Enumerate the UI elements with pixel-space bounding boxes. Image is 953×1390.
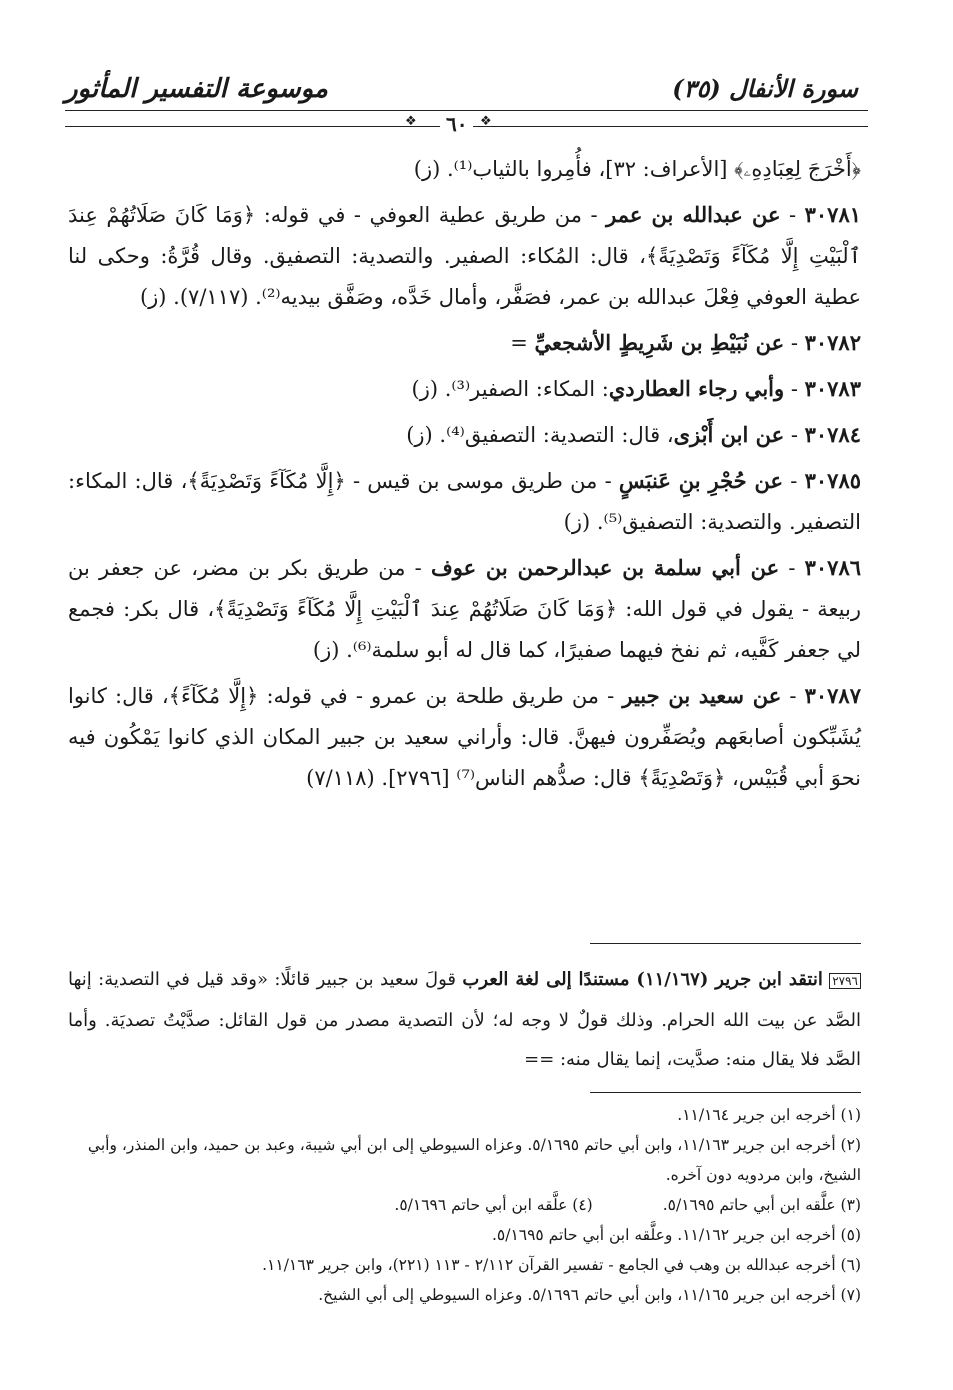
footnote: (٣) علَّقه ابن أبي حاتم ٥/١٦٩٥. [662, 1196, 861, 1214]
page-number: ٦٠ [440, 112, 473, 136]
footnote: (٢) أخرجه ابن جرير ١١/١٦٣، وابن أبي حاتم ٥/١٦٩٥. وعزاه السيوطي إلى ابن أبي شيبة، وعبد بن حميد، وابن المنذر، وأبي الشيخ، وابن مردويه دون آخره. [87, 1136, 861, 1184]
footnote: (١) أخرجه ابن جرير ١١/١٦٤. [677, 1106, 861, 1124]
note-marker: ٢٧٩٦ [829, 973, 861, 989]
footnote: (٧) أخرجه ابن جرير ١١/١٦٥، وابن أبي حاتم ٥/١٦٩٦. وعزاه السيوطي إلى أبي الشيخ. [318, 1286, 861, 1304]
footnotes [68, 1100, 861, 1310]
header-rule-top [65, 110, 868, 111]
paragraph: ﴿أَخْرَجَ لِعِبَادِهِۦ﴾ [الأعراف: ٣٢]، فأُمِروا بالثياب⁽¹⁾. (ز) [413, 157, 861, 181]
note-separator [590, 943, 861, 944]
footnote: (٤) علَّقه ابن أبي حاتم ٥/١٦٩٦. [394, 1196, 593, 1214]
footnote: (٦) أخرجه عبدالله بن وهب في الجامع - تفسير القرآن ٢/١١٢ - ١١٣ (٢٢١)، وابن جرير ١١/١٦٣. [262, 1256, 861, 1274]
ornament-icon: ❖ [480, 114, 492, 129]
commentary-note [68, 960, 861, 1079]
paragraph: ٣٠٧٨٣ - وأبي رجاء العطاردي: المكاء: الصفير⁽³⁾. (ز) [411, 376, 861, 401]
footnote-separator [590, 1092, 861, 1093]
ornament-icon: ❖ [405, 114, 417, 129]
paragraph: ٣٠٧٨٢ - عن نُبَيْطِ بن شَرِيطٍ الأشجعيِّ = [510, 330, 861, 355]
note-head: انتقد ابن جرير (١١/١٦٧) مستندًا إلى لغة العرب [462, 969, 823, 990]
note-text: قولَ سعيد بن جبير قائلًا: «وقد قيل في التصدية: إنها الصَّد عن بيت الله الحرام. وذلك قولٌ لا وجه له؛ لأن التصدية مصدر من قول القائل: صدَّيْتُ تصديَة. وأما الصَّد فلا يقال منه: صدَّيت، إنما يقال منه: == [68, 969, 861, 1070]
surah-title: سورة الأنفال (٣٥) [672, 74, 858, 103]
paragraph: ٣٠٧٨٥ - عن حُجْرِ بنِ عَنبَسٍ - من طريق موسى بن قيس - ﴿إِلَّا مُكَآءً وَتَصْدِيَةً﴾، قال: المكاء: التصفير. والتصدية: التصفيق⁽⁵⁾. (ز) [68, 468, 862, 534]
paragraph: ٣٠٧٨٧ - عن سعيد بن جبير - من طريق طلحة بن عمرو - في قوله: ﴿إِلَّا مُكَآءً﴾، قال: كانوا يُشَبِّكون أصابعَهم ويُصَفِّرون فيهنَّ. قال: وأراني سعيد بن جبير المكان الذي كانوا يَمْكُون فيه نحوَ أبي قُبَيْس، ﴿وَتَصْدِيَةً﴾ قال: صدُّهم الناس⁽⁷⁾ [٢٧٩٦]. (٧/١١٨) [68, 683, 861, 790]
footnote: (٥) أخرجه ابن جرير ١١/١٦٢. وعلَّقه ابن أبي حاتم ٥/١٦٩٥. [491, 1226, 861, 1244]
footnote-row [68, 1190, 861, 1220]
main-text [68, 148, 861, 803]
book-title: موسوعة التفسير المأثور [65, 74, 328, 104]
paragraph: ٣٠٧٨١ - عن عبدالله بن عمر - من طريق عطية العوفي - في قوله: ﴿وَمَا كَانَ صَلَاتُهُمْ عِندَ ٱلْبَيْتِ إِلَّا مُكَآءً وَتَصْدِيَةً﴾، قال: المُكاء: الصفير. والتصدية: التصفيق. وقال قُرَّةُ: وحكى لنا عطية العوفي فِعْلَ عبدالله بن عمر، فصَفَّر، وأمال خَدَّه، وصَفَّق بيديه⁽²⁾. (٧/١١٧). (ز) [68, 202, 862, 309]
paragraph: ٣٠٧٨٦ - عن أبي سلمة بن عبدالرحمن بن عوف - من طريق بكر بن مضر، عن جعفر بن ربيعة - يقول في قول الله: ﴿وَمَا كَانَ صَلَاتُهُمْ عِندَ ٱلْبَيْتِ إِلَّا مُكَآءً وَتَصْدِيَةً﴾، قال بكر: فجمع لي جعفر كَفَّيه، ثم نفخ فيهما صفيرًا، كما قال له أبو سلمة⁽⁶⁾. (ز) [68, 555, 862, 662]
paragraph: ٣٠٧٨٤ - عن ابن أَبْزى، قال: التصدية: التصفيق⁽⁴⁾. (ز) [406, 422, 861, 447]
